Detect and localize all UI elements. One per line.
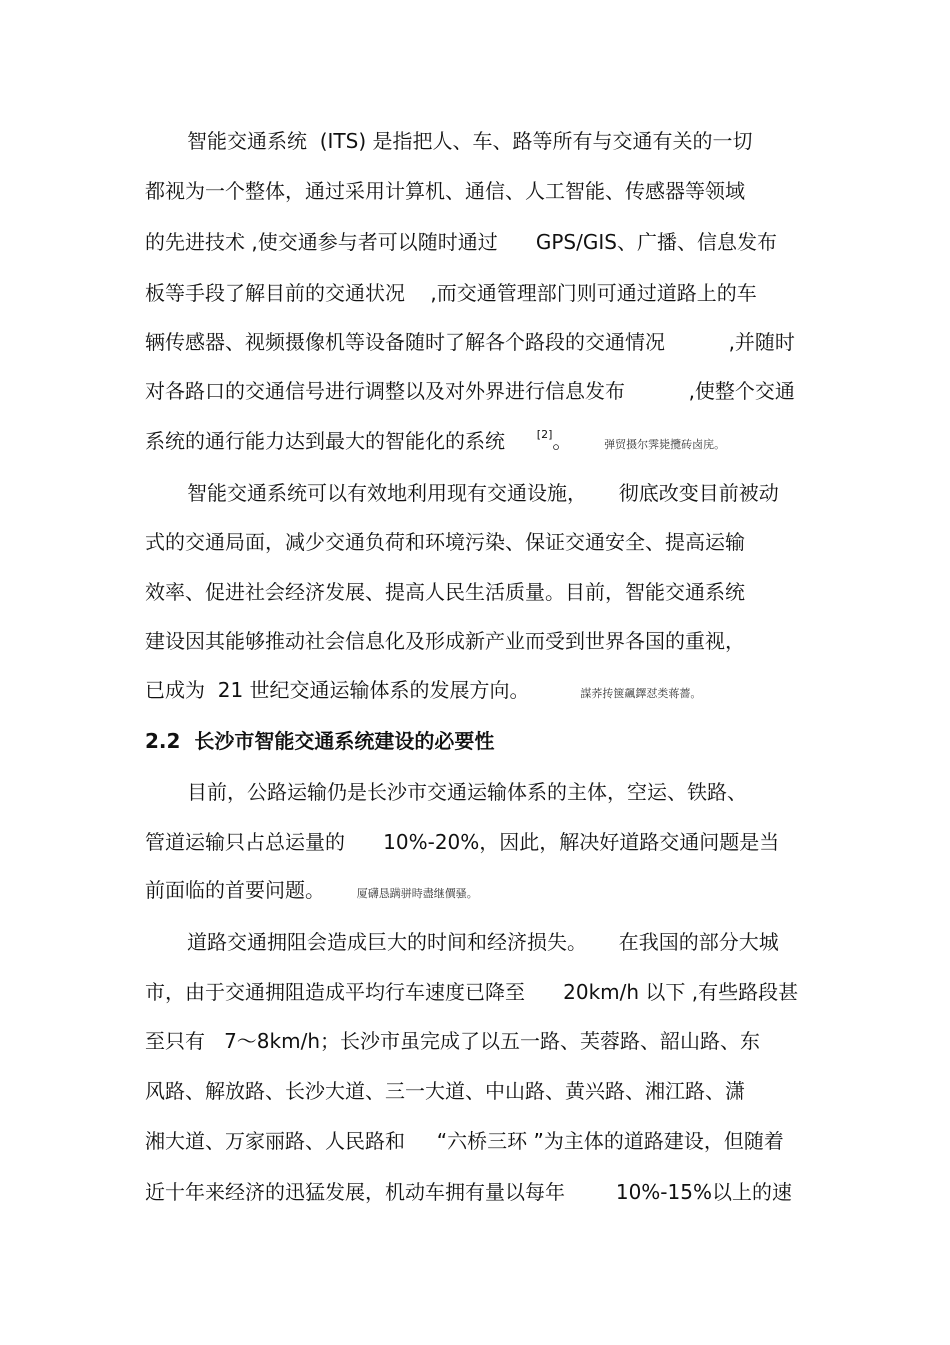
line-text: 近十年来经济的迅猛发展，机动车拥有量以每年 10%-15%以上的速 xyxy=(145,1180,792,1204)
paragraph-line xyxy=(187,124,852,158)
section-heading xyxy=(145,724,810,758)
paragraph-line xyxy=(145,575,810,609)
line-text: 智能交通系统 (ITS) 是指把人、车、路等所有与交通有关的一切 xyxy=(187,129,753,153)
line-text: 前面临的首要问题。 xyxy=(145,878,325,902)
paragraph-line xyxy=(145,374,810,408)
paragraph-line xyxy=(145,225,810,259)
citation-reference: [2] xyxy=(536,428,553,441)
paragraph-line xyxy=(187,925,852,959)
line-text: 辆传感器、视频摄像机等设备随时了解各个路段的交通情况 ,并随时 xyxy=(145,330,795,354)
line-text: 至只有 7～8km/h；长沙市虽完成了以五一路、芙蓉路、韶山路、东 xyxy=(145,1029,760,1053)
watermark-note: 厦礴恳蹒骈時盡继價骚。 xyxy=(356,887,478,900)
line-text: 智能交通系统可以有效地利用现有交通设施， 彻底改变目前被动 xyxy=(187,481,779,505)
line-text: 市，由于交通拥阻造成平均行车速度已降至 20km/h 以下 ,有些路段甚 xyxy=(145,980,799,1004)
line-text: 风路、解放路、长沙大道、三一大道、中山路、黄兴路、湘江路、潇 xyxy=(145,1079,745,1103)
line-text: 式的交通局面，减少交通负荷和环境污染、保证交通安全、提高运输 xyxy=(145,530,745,554)
paragraph-line xyxy=(145,825,810,859)
paragraph-line xyxy=(145,525,810,559)
line-text: 系统的通行能力达到最大的智能化的系统 xyxy=(145,429,537,453)
line-text: 。 xyxy=(552,429,573,453)
line-text: 都视为一个整体，通过采用计算机、通信、人工智能、传感器等领域 xyxy=(145,179,745,203)
paragraph-line xyxy=(145,1074,810,1108)
paragraph-line xyxy=(145,624,810,658)
line-text: 湘大道、万家丽路、人民路和 “六桥三环 ”为主体的道路建设，但随着 xyxy=(145,1129,784,1153)
line-text: 的先进技术 ,使交通参与者可以随时通过 GPS/GIS、广播、信息发布 xyxy=(145,230,777,254)
paragraph-line xyxy=(145,424,810,458)
line-text: 对各路口的交通信号进行调整以及对外界进行信息发布 ,使整个交通 xyxy=(145,379,795,403)
paragraph-line xyxy=(145,975,810,1009)
watermark-note: 謀荞抟箧飆鐸怼类蒋薔。 xyxy=(580,687,702,700)
paragraph-line xyxy=(145,174,810,208)
paragraph-line xyxy=(145,673,810,707)
paragraph-line xyxy=(145,276,810,310)
paragraph-line xyxy=(145,1175,810,1209)
paragraph-line xyxy=(145,873,810,907)
paragraph-line xyxy=(145,1124,810,1158)
heading-text: 2.2 长沙市智能交通系统建设的必要性 xyxy=(145,729,495,753)
paragraph-line xyxy=(145,1024,810,1058)
paragraph-line xyxy=(145,325,810,359)
watermark-note: 弹贸摄尔霁毙攬砖卤庑。 xyxy=(604,438,726,451)
line-text: 管道运输只占总运量的 10%-20%，因此，解决好道路交通问题是当 xyxy=(145,830,780,854)
line-text: 效率、促进社会经济发展、提高人民生活质量。目前，智能交通系统 xyxy=(145,580,745,604)
paragraph-line xyxy=(187,775,852,809)
line-text: 建设因其能够推动社会信息化及形成新产业而受到世界各国的重视， xyxy=(145,629,745,653)
line-text: 已成为 21 世纪交通运输体系的发展方向。 xyxy=(145,678,530,702)
line-text: 道路交通拥阻会造成巨大的时间和经济损失。 在我国的部分大城 xyxy=(187,930,779,954)
line-text: 板等手段了解目前的交通状况 ,而交通管理部门则可通过道路上的车 xyxy=(145,281,757,305)
paragraph-line xyxy=(187,476,852,510)
line-text: 目前，公路运输仍是长沙市交通运输体系的主体，空运、铁路、 xyxy=(187,780,747,804)
